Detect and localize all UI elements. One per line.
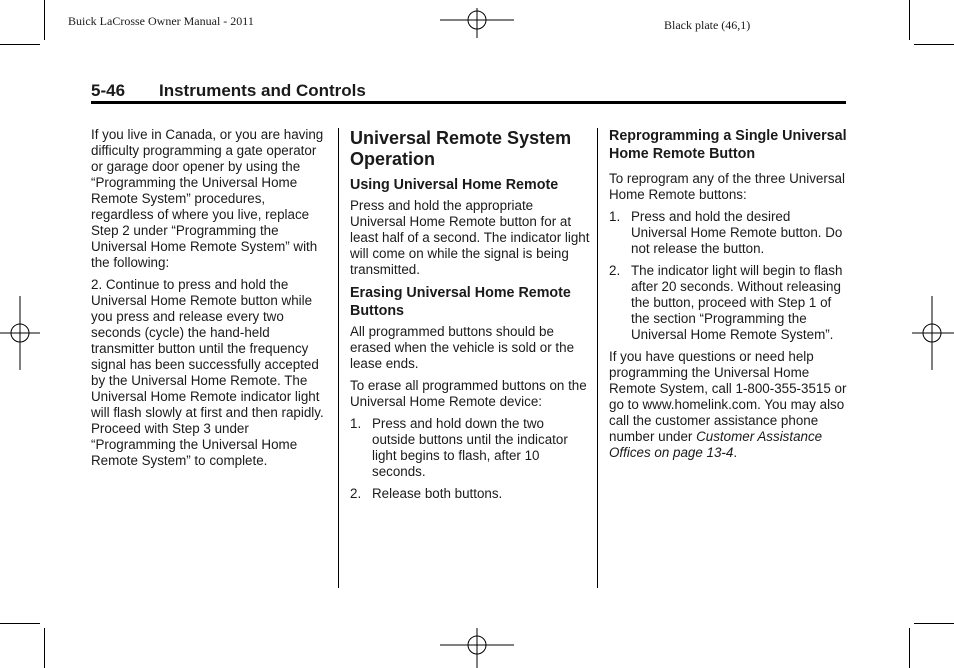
paragraph: 2. Continue to press and hold the Universal Home Remote button while you press and release every two seconds (cycle) the hand-held transmitter button until the frequency signal has been successfully accepted by the Universal Home Remote. The Universal Home Remote indicator light will flash slowly at first and then rapidly. Proceed with Step 3 under “Programming the Universal Home Remote System” to complete. xyxy=(91,277,324,468)
crop-mark xyxy=(0,623,40,624)
subheading: Using Universal Home Remote xyxy=(350,177,559,193)
paragraph: Press and hold the appropriate Universal Home Remote button for at least half of a second. The indicator light will come on while the signal is being transmitted. xyxy=(350,198,590,277)
list-item xyxy=(350,486,590,502)
manual-title: Buick LaCrosse Owner Manual - 2011 xyxy=(68,14,254,28)
registration-mark-icon xyxy=(0,296,40,370)
cross-reference-link[interactable]: Customer Assistance Offices on page 13-4 xyxy=(609,429,823,460)
paragraph: To erase all programmed buttons on the Universal Home Remote device: xyxy=(350,378,587,409)
paragraph: If you live in Canada, or you are having difficulty programming a gate operator or garage door opener by using the “Programming the Universal Home Remote System” procedures, regardless of where you live, replace Step 2 under “Programming the Universal Home Remote System” with the following: xyxy=(91,127,324,270)
crop-mark xyxy=(44,628,45,668)
list-number: 1. xyxy=(609,209,621,224)
plate-label: Black plate (46,1) xyxy=(664,18,751,32)
paragraph-text: If you have questions or need help programming the Universal Home Remote System, call 1-800-355-3515 or go to www.homelink.com. You may also call the customer assistance phone number under xyxy=(609,349,847,444)
column-divider xyxy=(597,128,598,588)
crop-mark xyxy=(914,44,954,45)
paragraph xyxy=(609,349,849,461)
header-rule xyxy=(91,101,846,104)
registration-mark-icon xyxy=(912,296,954,370)
paragraph-end: . xyxy=(733,445,738,460)
section-title: Instruments and Controls xyxy=(159,81,366,100)
list-item xyxy=(609,263,849,343)
list-item xyxy=(350,416,590,480)
crop-mark xyxy=(44,0,45,40)
numbered-list xyxy=(350,416,590,502)
list-number: 2. xyxy=(350,486,362,501)
list-number: 2. xyxy=(609,263,621,278)
registration-mark-icon xyxy=(440,628,514,668)
subheading: Erasing Universal Home Remote Buttons xyxy=(350,285,571,319)
column-divider xyxy=(338,128,339,588)
list-text: Press and hold down the two outside buttons until the indicator light begins to flash, after 10 seconds. xyxy=(372,416,568,479)
paragraph: All programmed buttons should be erased when the vehicle is sold or the lease ends. xyxy=(350,324,575,371)
crop-mark xyxy=(909,628,910,668)
page-number: 5-46 xyxy=(91,81,126,100)
list-text: Press and hold the desired Universal Home Remote button. Do not release the button. xyxy=(631,209,843,256)
list-item xyxy=(609,209,849,257)
crop-mark xyxy=(909,0,910,40)
registration-mark-icon xyxy=(440,8,514,38)
column-3 xyxy=(609,127,849,467)
column-1 xyxy=(91,127,331,475)
subheading: Reprogramming a Single Universal Home Remote Button xyxy=(609,128,847,162)
section-header xyxy=(91,81,366,101)
crop-mark xyxy=(914,623,954,624)
column-2 xyxy=(350,127,590,508)
paragraph: To reprogram any of the three Universal Home Remote buttons: xyxy=(609,171,845,202)
numbered-list xyxy=(609,209,849,343)
list-text: The indicator light will begin to flash after 20 seconds. Without releasing the button, proceed with Step 1 of the section “Programming the Universal Home Remote System”. xyxy=(631,263,843,342)
heading: Universal Remote System Operation xyxy=(350,128,572,169)
list-number: 1. xyxy=(350,416,362,431)
list-text: Release both buttons. xyxy=(372,486,503,501)
crop-mark xyxy=(0,44,40,45)
